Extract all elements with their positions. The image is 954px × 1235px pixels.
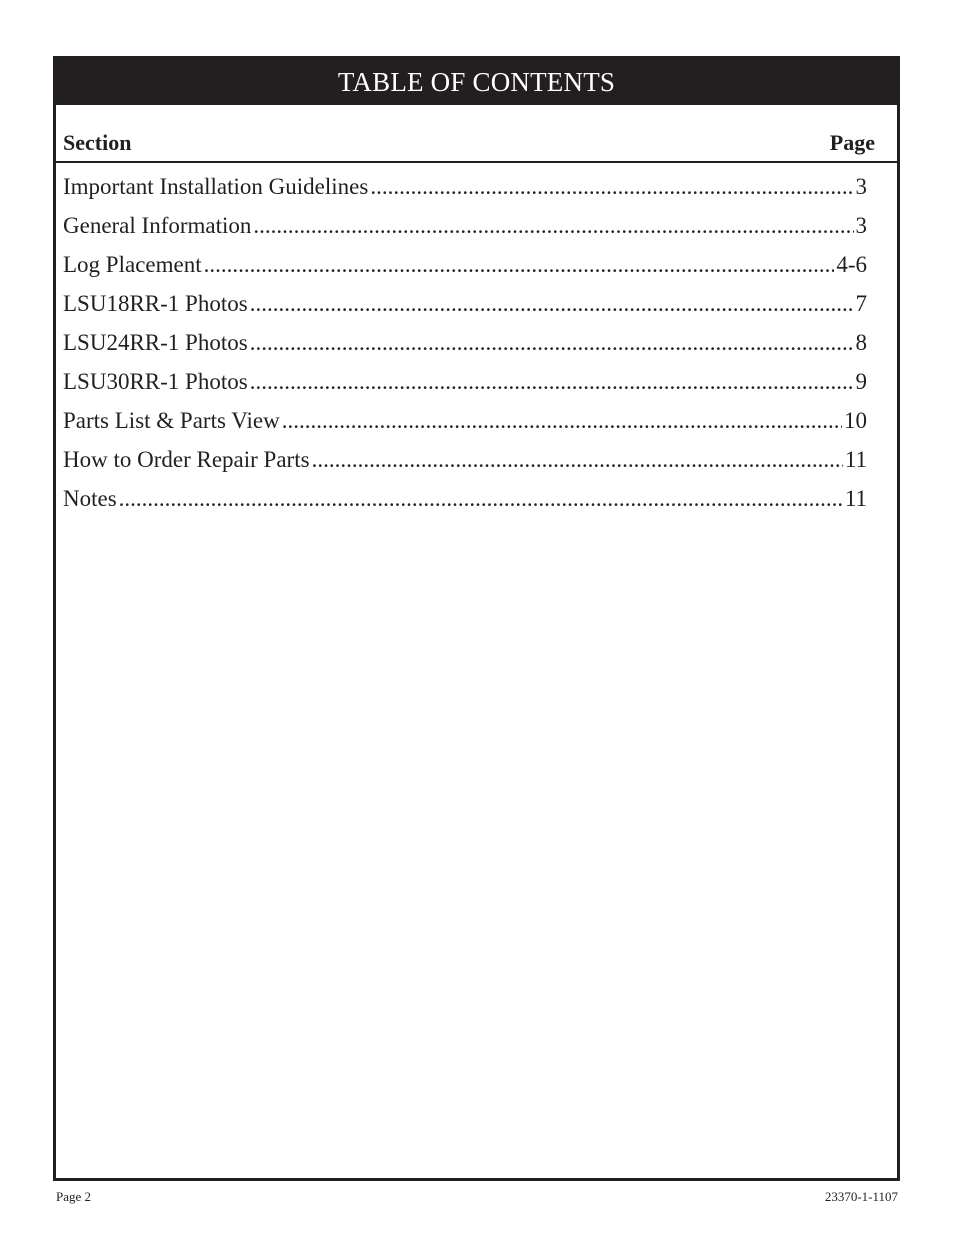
- toc-entry-page: 11: [844, 447, 867, 472]
- toc-column-header: [56, 129, 897, 163]
- dot-leader: [250, 328, 854, 358]
- toc-entry-page: 3: [855, 174, 867, 199]
- toc-entry-page: 7: [855, 291, 867, 316]
- toc-entry-general-information[interactable]: [63, 211, 867, 250]
- toc-entry-label: LSU24RR-1 Photos: [63, 330, 248, 355]
- dot-leader: [250, 289, 854, 319]
- toc-entry-page: 10: [844, 408, 867, 433]
- toc-entry-label: General Information: [63, 213, 252, 238]
- dot-leader: [253, 211, 853, 241]
- toc-list: [63, 172, 867, 523]
- footer-page-number: Page 2: [56, 1189, 92, 1204]
- toc-entry-important-installation-guidelines[interactable]: [63, 172, 867, 211]
- toc-entry-page: 4-6: [836, 252, 867, 277]
- toc-entry-label: Log Placement: [63, 252, 202, 277]
- toc-entry-label: LSU18RR-1 Photos: [63, 291, 248, 316]
- toc-entry-lsu30rr-photos[interactable]: [63, 367, 867, 406]
- toc-entry-label: Important Installation Guidelines: [63, 174, 369, 199]
- toc-entry-label: Parts List & Parts View: [63, 408, 280, 433]
- dot-leader: [282, 406, 842, 436]
- toc-entry-label: LSU30RR-1 Photos: [63, 369, 248, 394]
- page-title: TABLE OF CONTENTS: [56, 59, 897, 105]
- page-column-label: Page: [829, 130, 875, 155]
- toc-entry-lsu24rr-photos[interactable]: [63, 328, 867, 367]
- dot-leader: [312, 445, 843, 475]
- toc-entry-parts-list[interactable]: [63, 406, 867, 445]
- toc-entry-page: 9: [855, 369, 867, 394]
- toc-entry-page: 3: [855, 213, 867, 238]
- toc-entry-log-placement[interactable]: [63, 250, 867, 289]
- toc-entry-notes[interactable]: [63, 484, 867, 523]
- dot-leader: [119, 484, 843, 514]
- toc-entry-lsu18rr-photos[interactable]: [63, 289, 867, 328]
- dot-leader: [370, 172, 853, 202]
- toc-entry-how-to-order-repair-parts[interactable]: [63, 445, 867, 484]
- toc-entry-label: Notes: [63, 486, 117, 511]
- section-column-label: Section: [63, 130, 132, 155]
- toc-frame: [53, 56, 900, 1181]
- toc-entry-page: 8: [855, 330, 867, 355]
- toc-entry-page: 11: [844, 486, 867, 511]
- footer-doc-number: 23370-1-1107: [824, 1189, 898, 1204]
- dot-leader: [204, 250, 835, 280]
- toc-entry-label: How to Order Repair Parts: [63, 447, 310, 472]
- dot-leader: [250, 367, 854, 397]
